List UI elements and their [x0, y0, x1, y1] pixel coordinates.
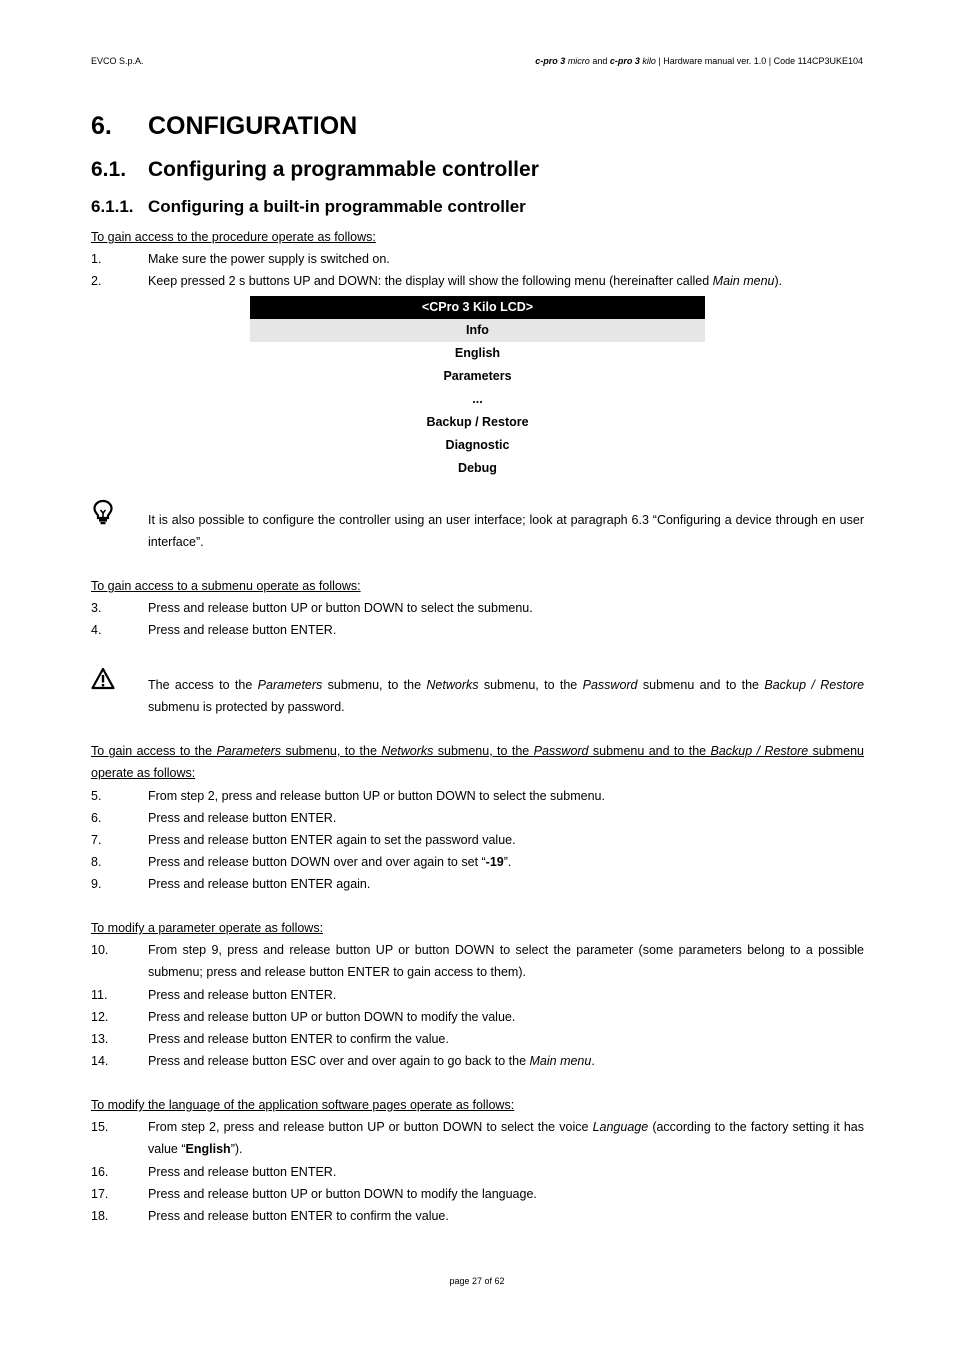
menu-item-info: Info — [250, 319, 705, 342]
step-text: Press and release button DOWN over and over again to set “-19”. — [148, 855, 512, 869]
menu-item-english: English — [454, 346, 501, 360]
header-and: and — [589, 56, 610, 66]
menu-item-diagnostic: Diagnostic — [445, 438, 510, 452]
header-company: EVCO S.p.A. — [91, 56, 144, 66]
page-number: page 27 of 62 — [449, 1276, 505, 1286]
menu-title: <CPro 3 Kilo LCD> — [250, 296, 705, 319]
step-text: Press and release button UP or button DOWN to select the submenu. — [148, 601, 533, 615]
subsubsection-heading — [91, 196, 526, 218]
subsection-number: 6.1. — [91, 158, 127, 181]
step-number: 5. — [91, 789, 102, 803]
step-text: Keep pressed 2 s buttons UP and DOWN: the display will show the following menu (hereinafter called Main menu). — [148, 274, 783, 288]
step-text: Press and release button ENTER. — [148, 811, 337, 825]
step-text: Press and release button ENTER again. — [148, 877, 371, 891]
step-text: Press and release button ENTER to confirm the value. — [148, 1209, 449, 1223]
menu-item-backup-restore: Backup / Restore — [426, 415, 529, 429]
step-number: 18. — [91, 1209, 109, 1223]
header-document-info — [535, 55, 863, 67]
step-number: 8. — [91, 855, 102, 869]
step-text: Press and release button UP or button DOWN to modify the language. — [148, 1187, 537, 1201]
main-menu-term: Main menu — [529, 1054, 592, 1068]
menu-item-debug: Debug — [458, 461, 497, 475]
subsection-heading — [91, 156, 539, 184]
header-manual-code: | Hardware manual ver. 1.0 | Code 114CP3UKE104 — [655, 56, 863, 66]
step-number: 7. — [91, 833, 102, 847]
modify-parameter-intro: To modify a parameter operate as follows: — [91, 921, 324, 935]
header-product-b: c-pro 3 — [609, 56, 640, 66]
menu-item-ellipsis: ... — [472, 392, 483, 406]
header-product-a: c-pro 3 — [535, 56, 566, 66]
step-number: 1. — [91, 252, 102, 266]
step-number: 6. — [91, 811, 102, 825]
modify-language-intro: To modify the language of the application software pages operate as follows: — [91, 1098, 515, 1112]
step-text: Press and release button ENTER. — [148, 1165, 337, 1179]
step-number: 11. — [91, 988, 108, 1002]
step-number: 9. — [91, 877, 102, 891]
step-number: 15. — [91, 1120, 109, 1134]
password-procedure-intro: To gain access to the Parameters submenu, to the Networks submenu, to the Password submenu and to the Backup / Restore submenu operate as follows: — [91, 744, 865, 780]
warning-note: The access to the Parameters submenu, to the Networks submenu, to the Password submenu and to the Backup / Restore submenu is protected by password. — [148, 678, 865, 714]
step-text: From step 2, press and release button UP or button DOWN to select the voice Language (according to the factory setting it has value “English”). — [148, 1120, 865, 1156]
step-text: Press and release button ESC over and over again to go back to the Main menu. — [148, 1054, 595, 1068]
step-text: Press and release button ENTER. — [148, 988, 337, 1002]
subsubsection-title: Configuring a built-in programmable controller — [148, 197, 526, 216]
step-text: Press and release button ENTER again to set the password value. — [148, 833, 516, 847]
subsubsection-number: 6.1.1. — [91, 197, 134, 216]
lightbulb-icon — [91, 499, 115, 525]
section-title: CONFIGURATION — [148, 112, 358, 140]
step-number: 12. — [91, 1010, 109, 1024]
step-number: 13. — [91, 1032, 109, 1046]
main-menu-display — [250, 296, 705, 480]
step-text: From step 9, press and release button UP or button DOWN to select the parameter (some parameters belong to a possible submenu; press and release button ENTER to gain access to them). — [148, 943, 864, 979]
menu-item-parameters: Parameters — [443, 369, 512, 383]
procedure-intro: To gain access to the procedure operate as follows: — [91, 230, 376, 244]
tip-note: It is also possible to configure the controller using an user interface; look at paragraph 6.3 “Configuring a device through en user interface”. — [148, 513, 864, 549]
submenu-intro: To gain access to a submenu operate as follows: — [91, 579, 361, 593]
step-number: 2. — [91, 274, 102, 288]
list-item — [91, 1116, 864, 1160]
step-number: 14. — [91, 1054, 109, 1068]
header-product-a-variant: micro — [565, 56, 590, 66]
language-term: Language — [592, 1120, 649, 1134]
step-number: 3. — [91, 601, 102, 615]
section-heading — [91, 110, 357, 142]
step-text: Press and release button UP or button DOWN to modify the value. — [148, 1010, 516, 1024]
step-text: Press and release button ENTER to confirm the value. — [148, 1032, 449, 1046]
section-number: 6. — [91, 112, 112, 140]
step-number: 17. — [91, 1187, 109, 1201]
step-text: Press and release button ENTER. — [148, 623, 337, 637]
header-product-b-variant: kilo — [639, 56, 656, 66]
step-number: 4. — [91, 623, 102, 637]
main-menu-term: Main menu — [712, 274, 775, 288]
step-text: From step 2, press and release button UP or button DOWN to select the submenu. — [148, 789, 605, 803]
warning-icon — [91, 666, 115, 692]
subsection-title: Configuring a programmable controller — [148, 158, 539, 181]
step-number: 16. — [91, 1165, 109, 1179]
step-text: Make sure the power supply is switched on. — [148, 252, 390, 266]
password-value: -19 — [485, 855, 504, 869]
list-item — [91, 939, 864, 983]
language-value: English — [185, 1142, 231, 1156]
step-number: 10. — [91, 943, 109, 957]
